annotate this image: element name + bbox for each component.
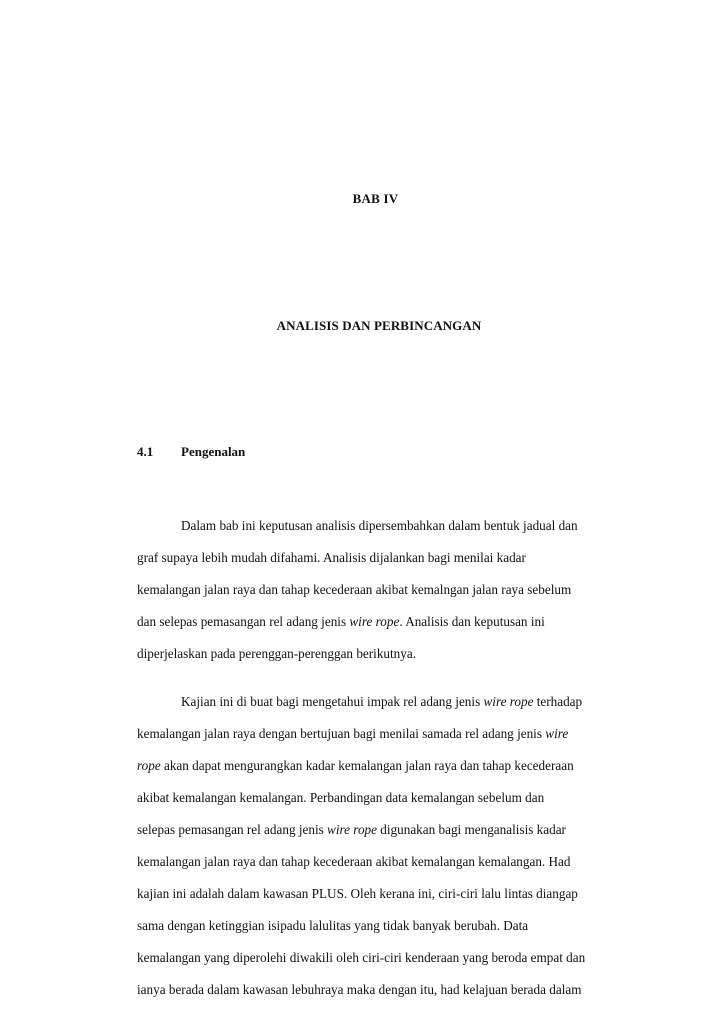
text-run: selepas pemasangan rel adang jenis: [137, 822, 328, 837]
italic-term: wire: [545, 726, 569, 741]
paragraph-line: [137, 750, 643, 782]
paragraph-line: kemalangan jalan raya dan tahap kecederaan akibat kemalngan jalan raya sebelum: [137, 582, 572, 597]
text-run: kemalangan jalan raya dengan bertujuan bagi menilai samada rel adang jenis: [137, 726, 546, 741]
section-heading: [137, 444, 245, 460]
section-title: Pengenalan: [181, 444, 246, 459]
paragraph-line: graf supaya lebih mudah difahami. Analisis dijalankan bagi menilai kadar: [137, 550, 526, 565]
italic-term: wire rope: [327, 822, 377, 837]
paragraph-line: Dalam bab ini keputusan analisis dipersembahkan dalam bentuk jadual dan: [181, 518, 578, 533]
text-run: digunakan bagi menganalisis kadar: [376, 822, 566, 837]
paragraph-line: kemalangan jalan raya dan tahap kecederaan akibat kemalangan kemalangan. Had: [137, 854, 571, 869]
chapter-heading: BAB IV: [352, 191, 399, 206]
paragraph-line: sama dengan ketinggian isipadu lalulitas yang tidak banyak berubah. Data: [137, 918, 529, 933]
paragraph-line: [137, 718, 643, 750]
paragraph-line: akibat kemalangan kemalangan. Perbandingan data kemalangan sebelum dan: [137, 790, 545, 805]
paragraph-introduction: [137, 510, 643, 670]
text-run: terhadap: [533, 694, 583, 709]
text-run: . Analisis dan keputusan ini: [399, 614, 545, 629]
italic-term: wire rope: [483, 694, 534, 709]
italic-term: wire rope: [349, 614, 400, 629]
text-run: dan selepas pemasangan rel adang jenis: [137, 614, 350, 629]
paragraph-line: kajian ini adalah dalam kawasan PLUS. Oleh kerana ini, ciri-ciri lalu lintas diangap: [137, 886, 578, 901]
text-run: Kajian ini di buat bagi mengetahui impak rel adang jenis: [181, 694, 484, 709]
italic-term: rope: [137, 758, 161, 773]
paragraph-line: [137, 606, 643, 638]
chapter-title: ANALISIS DAN PERBINCANGAN: [276, 318, 482, 333]
paragraph-line: diperjelaskan pada perenggan-perenggan berikutnya.: [137, 646, 417, 661]
section-number: 4.1: [137, 444, 154, 459]
text-run: akan dapat mengurangkan kadar kemalangan jalan raya dan tahap kecederaan: [160, 758, 574, 773]
paragraph-line: ianya berada dalam kawasan lebuhraya maka dengan itu, had kelajuan berada dalam: [137, 982, 582, 997]
paragraph-line: [137, 814, 643, 846]
paragraph-line: kemalangan yang diperolehi diwakili oleh ciri-ciri kenderaan yang beroda empat dan: [137, 950, 586, 965]
paragraph-study-scope: [137, 686, 643, 1006]
paragraph-line: [137, 686, 643, 718]
